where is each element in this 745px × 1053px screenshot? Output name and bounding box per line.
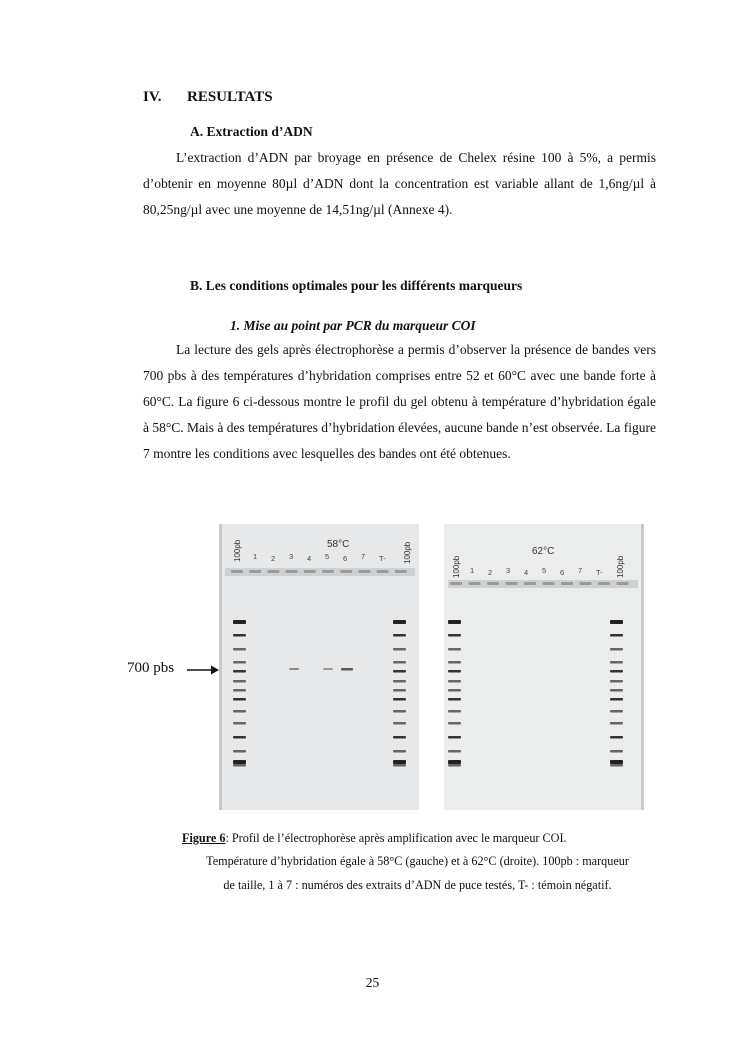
section-title: RESULTATS xyxy=(187,89,273,105)
gel-right-ladder-right-band xyxy=(610,680,623,683)
gel-right-ladder-band xyxy=(448,710,461,713)
gel-left-ladder-band xyxy=(233,722,246,725)
gel-left-ladder-right-band xyxy=(393,764,406,767)
gel-left-ladder-band-strong xyxy=(233,620,246,624)
page-number: 25 xyxy=(365,975,380,990)
lane-label: 1 xyxy=(253,552,258,561)
gel-left-ladder-band xyxy=(233,698,246,701)
gel-left-well xyxy=(304,570,316,573)
gel-right-ladder-right-band xyxy=(610,634,623,637)
gel-right-well xyxy=(524,582,536,585)
gel-left-well xyxy=(267,570,279,573)
gel-left-ladder-band xyxy=(233,750,246,753)
gel-right-ladder-band-strong xyxy=(448,760,461,764)
gel-left-ladder-right-band xyxy=(393,634,406,637)
gel-image-left xyxy=(219,524,419,810)
section-number: IV. xyxy=(143,89,162,105)
gel-right-ladder-band-strong xyxy=(448,620,461,624)
gel-right-ladder-band xyxy=(448,661,461,664)
gel-left-ladder-band xyxy=(233,689,246,692)
lane-label: 2 xyxy=(271,554,276,563)
gel-right-ladder-band xyxy=(448,764,461,767)
gel-left-marker-label: 100pb xyxy=(233,539,242,562)
lane-label: 7 xyxy=(361,552,366,561)
gel-right-ladder-right-band xyxy=(610,736,623,739)
gel-right-well xyxy=(506,582,518,585)
gel-left-ladder-right-band xyxy=(393,689,406,692)
gel-right-lane-labels xyxy=(444,566,644,578)
gel-right-marker-label: 100pb xyxy=(452,555,461,578)
paragraph-coi: La lecture des gels après électrophorèse a permis d’observer la présence de bandes vers 700 pbs à des températures d’hybridation comprises entre 52 et 60°C avec une bande forte à 60°C. La figure 6 ci-dessous montre le profil du gel obtenu à température d’hybridation égale à 58°C. Mais à des températures d’hybridation élevées, aucune bande n’est observée. La figure 7 montre les conditions avec lesquelles des bandes ont été obtenues. xyxy=(143,342,656,461)
gel-left-ladder-right-band xyxy=(393,750,406,753)
gel-right-ladder-band xyxy=(448,680,461,683)
lane-label: 6 xyxy=(343,554,348,563)
gel-right-ladder-right-band xyxy=(610,750,623,753)
gel-left-ladder-band xyxy=(233,680,246,683)
gel-right-temperature: 62°C xyxy=(532,546,555,557)
gel-left-well xyxy=(249,570,261,573)
gel-left-ladder-band xyxy=(233,661,246,664)
gel-left-sample-band xyxy=(323,668,333,670)
subsection-a-heading: A. Extraction d’ADN xyxy=(190,124,313,139)
gel-right-ladder-band xyxy=(448,736,461,739)
arrow-right-icon xyxy=(186,664,220,676)
figure-caption-line-1 xyxy=(182,827,567,850)
gel-right-ladder-band xyxy=(448,670,461,673)
figure-caption-line-3: de taille, 1 à 7 : numéros des extraits d’ADN de puce testés, T- : témoin négatif. xyxy=(223,878,612,892)
section-heading xyxy=(143,89,273,106)
gel-left-temperature: 58°C xyxy=(327,539,350,550)
figure-caption-line-2: Température d’hybridation égale à 58°C (gauche) et à 62°C (droite). 100pb : marqueur xyxy=(206,854,629,868)
gel-left-ladder-band xyxy=(233,736,246,739)
gel-right-ladder-band xyxy=(448,634,461,637)
lane-label: 2 xyxy=(488,568,493,577)
gel-left-ladder-right-band xyxy=(393,670,406,673)
gel-right-ladder-right-band xyxy=(610,648,623,651)
lane-label: 5 xyxy=(325,552,330,561)
gel-right-well xyxy=(617,582,629,585)
gel-right-marker-label-right: 100pb xyxy=(616,555,625,578)
gel-left-ladder-right-band-strong xyxy=(393,760,406,764)
gel-right-ladder-right-band xyxy=(610,689,623,692)
lane-label: 4 xyxy=(307,554,312,563)
gel-right-ladder-band xyxy=(448,698,461,701)
gel-left-sample-band xyxy=(289,668,299,670)
gel-left-well xyxy=(340,570,352,573)
gel-right-ladder-right-band xyxy=(610,698,623,701)
gel-left-ladder-band xyxy=(233,670,246,673)
gel-right-well xyxy=(580,582,592,585)
gel-right-well xyxy=(598,582,610,585)
gel-left-sample-band xyxy=(341,668,353,671)
lane-label: T- xyxy=(379,554,386,563)
paragraph-extraction: L’extraction d’ADN par broyage en présence de Chelex résine 100 à 5%, a permis d’obtenir en moyenne 80µl d’ADN dont la concentration est variable allant de 1,6ng/µl à 80,25ng/µl avec une moyenne de 14,51ng/µl (Annexe 4). xyxy=(143,150,656,217)
gel-left-well xyxy=(395,570,407,573)
gel-left-well xyxy=(231,570,243,573)
gel-right-ladder-band xyxy=(448,722,461,725)
gel-right-well xyxy=(543,582,555,585)
gel-left-well xyxy=(358,570,370,573)
gel-left-ladder-right-band xyxy=(393,698,406,701)
lane-label: 4 xyxy=(524,568,529,577)
gel-right-ladder-right-band-strong xyxy=(610,760,623,764)
gel-left-lane-labels xyxy=(219,552,419,564)
gel-left-well xyxy=(322,570,334,573)
gel-left-ladder-right-band xyxy=(393,736,406,739)
gel-left-ladder-band xyxy=(233,634,246,637)
gel-left-ladder-band xyxy=(233,764,246,767)
lane-label: 3 xyxy=(506,566,511,575)
gel-left-ladder-band xyxy=(233,710,246,713)
gel-left-ladder-right-band xyxy=(393,680,406,683)
gel-left-ladder-band-strong xyxy=(233,760,246,764)
gel-right-ladder-right-band xyxy=(610,661,623,664)
gel-right-well xyxy=(450,582,462,585)
gel-left-ladder-band xyxy=(233,648,246,651)
gel-left-well xyxy=(377,570,389,573)
lane-label: 6 xyxy=(560,568,565,577)
gel-right-well xyxy=(561,582,573,585)
gel-left-ladder-right-band-strong xyxy=(393,620,406,624)
gel-right-ladder-right-band xyxy=(610,670,623,673)
lane-label: 5 xyxy=(542,566,547,575)
gel-right-ladder-right-band-strong xyxy=(610,620,623,624)
gel-left-ladder-right-band xyxy=(393,722,406,725)
gel-left-ladder-right-band xyxy=(393,661,406,664)
lane-label: 3 xyxy=(289,552,294,561)
gel-left-well xyxy=(286,570,298,573)
gel-right-well xyxy=(469,582,481,585)
figure-caption-text-1: : Profil de l’électrophorèse après amplification avec le marqueur COI. xyxy=(225,831,567,845)
subsection-b-heading: B. Les conditions optimales pour les différents marqueurs xyxy=(190,278,523,293)
lane-label: 1 xyxy=(470,566,475,575)
gel-left-ladder-right-band xyxy=(393,710,406,713)
gel-image-right xyxy=(444,524,644,810)
band-size-label: 700 pbs xyxy=(127,660,175,676)
gel-right-ladder-right-band xyxy=(610,710,623,713)
gel-right-ladder-right-band xyxy=(610,722,623,725)
lane-label: 7 xyxy=(578,566,583,575)
gel-left-marker-label-right: 100pb xyxy=(403,541,412,564)
gel-right-ladder-band xyxy=(448,648,461,651)
gel-right-ladder-band xyxy=(448,689,461,692)
lane-label: T- xyxy=(596,568,603,577)
gel-left-ladder-right-band xyxy=(393,648,406,651)
gel-right-ladder-band xyxy=(448,750,461,753)
figure-label: Figure 6 xyxy=(182,831,226,845)
gel-right-ladder-right-band xyxy=(610,764,623,767)
gel-right-well xyxy=(487,582,499,585)
subsubsection-heading: 1. Mise au point par PCR du marqueur COI xyxy=(230,318,476,333)
